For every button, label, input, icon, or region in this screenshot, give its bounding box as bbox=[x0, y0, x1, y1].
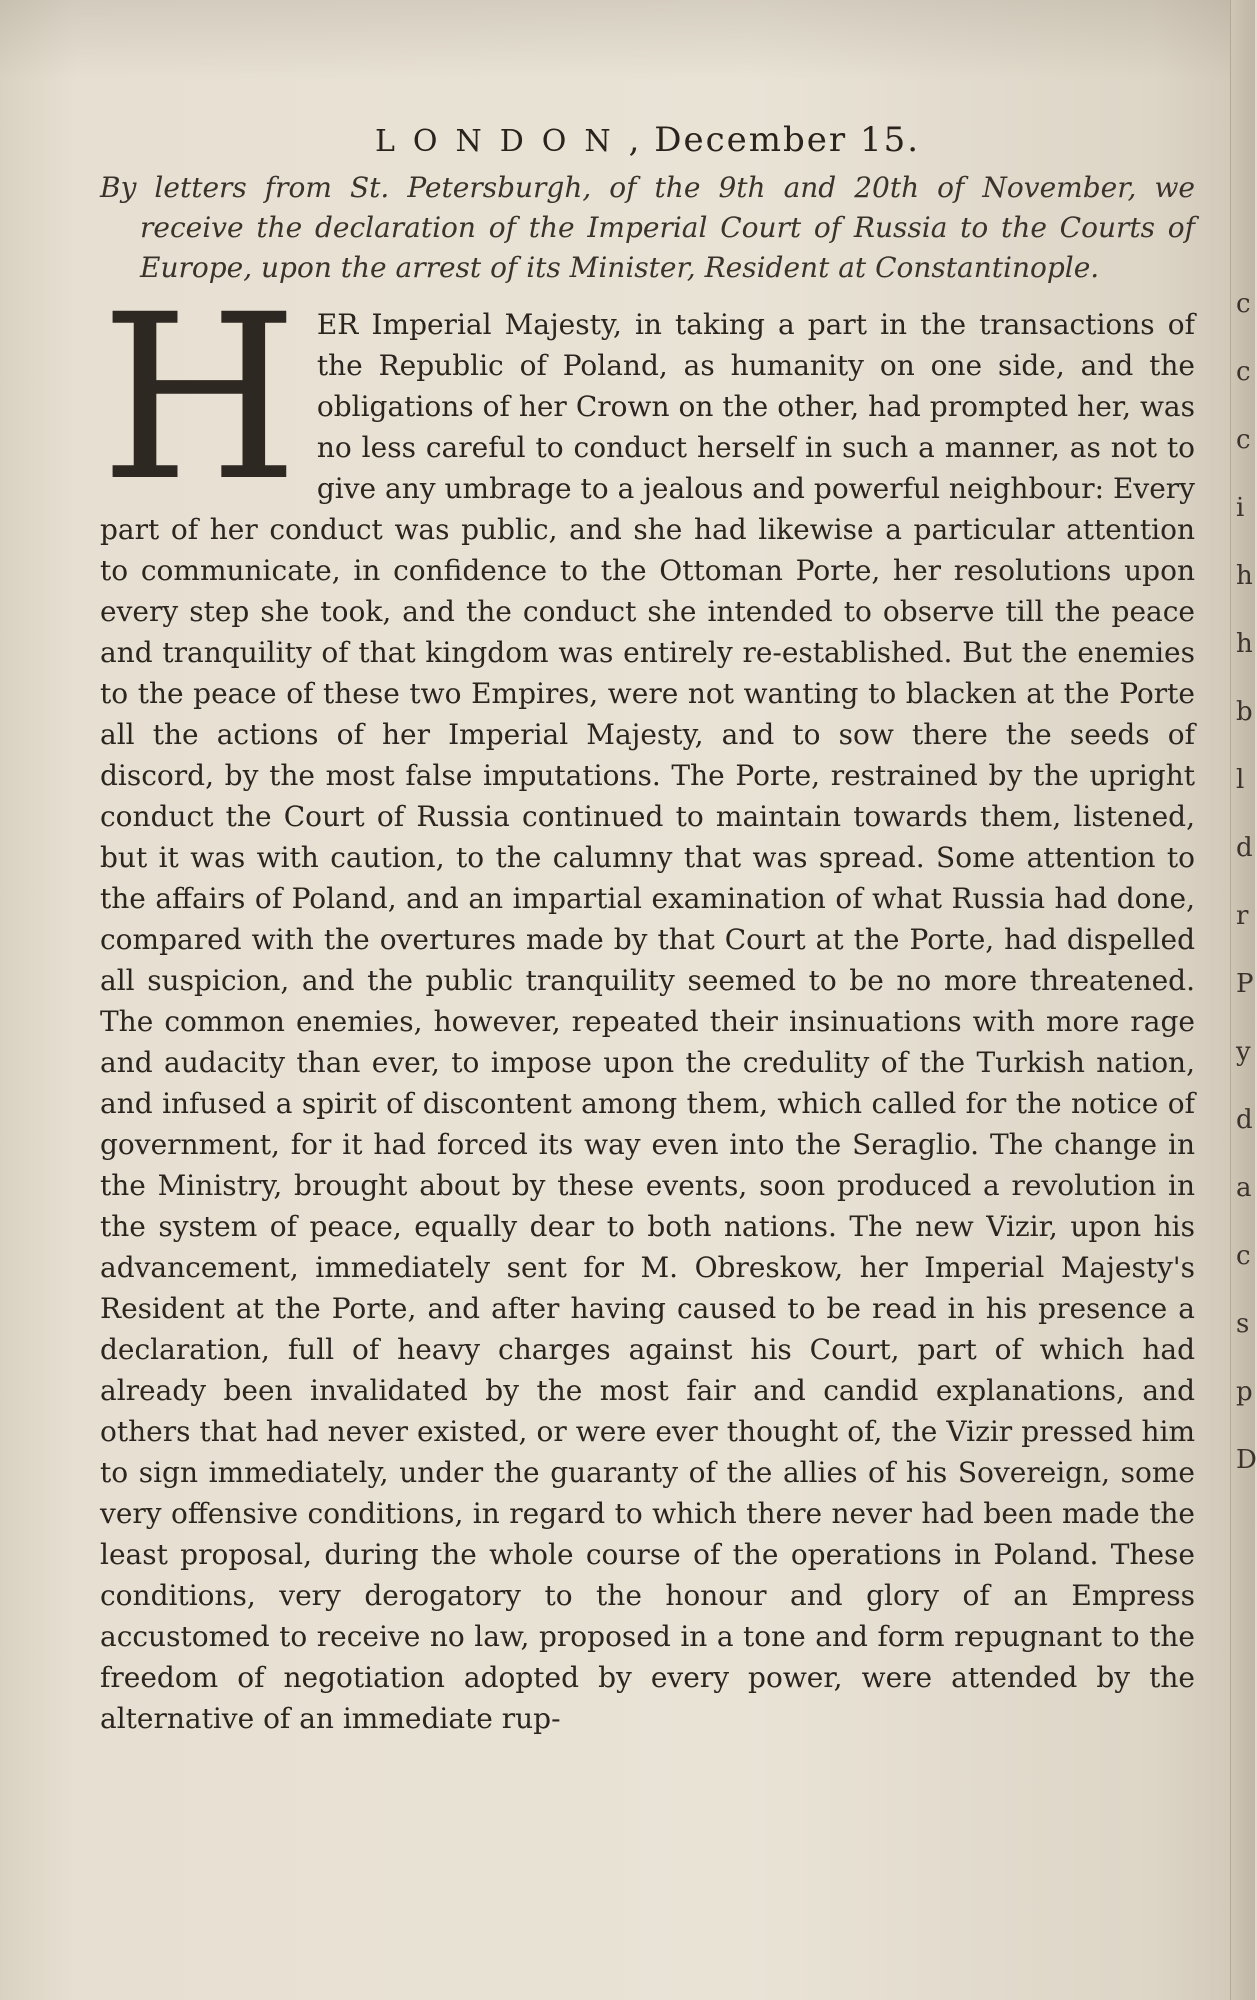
margin-letter: s bbox=[1236, 1309, 1250, 1339]
margin-letter: b bbox=[1236, 697, 1253, 727]
margin-letter: h bbox=[1236, 629, 1253, 659]
show-through-text bbox=[0, 0, 1254, 80]
margin-letter: c bbox=[1236, 357, 1251, 387]
margin-letter: r bbox=[1236, 901, 1249, 931]
margin-letter: d bbox=[1236, 833, 1253, 863]
dateline-date: December 15. bbox=[654, 120, 921, 160]
margin-letter: h bbox=[1236, 561, 1253, 591]
article-column bbox=[100, 120, 1195, 1739]
article-body-text: ER Imperial Majesty, in taking a part in the transactions of the Republic of Poland, as humanity on one side, and the obligations of her Crown on the other, had prompted her, was no less careful to conduct herself in such a manner, as not to give any umbrage to a jealous and powerful neighbour: Every part of her conduct was public, and she had likewise a particular attention to communicate, in confidence to the Ottoman Porte, her resolutions upon every step she took, and the conduct she intended to observe till the peace and tranquility of that kingdom was entirely re-established. But the enemies to the peace of these two Empires, were not wanting to blacken at the Porte all the actions of her Imperial Majesty, and to sow there the seeds of discord, by the most false imputations. The Porte, restrained by the upright conduct the Court of Russia continued to maintain towards them, listened, but it was with caution, to the calumny that was spread. Some attention to the affairs of Poland, and an impartial examination of what Russia had done, compared with the overtures made by that Court at the Porte, had dispelled all suspicion, and the public tranquility seemed to be no more threatened. The common enemies, however, repeated their insinuations with more rage and audacity than ever, to impose upon the credulity of the Turkish nation, and infused a spirit of discontent among them, which called for the notice of government, for it had forced its way even into the Seraglio. The change in the Ministry, brought about by these events, soon produced a revolution in the system of peace, equally dear to both nations. The new Vizir, upon his advancement, immediately sent for M. Obreskow, her Imperial Majesty's Resident at the Porte, and after having caused to be read in his presence a declaration, full of heavy charges against his Court, part of which had already been invalidated by the most fair and candid explanations, and others that had never existed, or were ever thought of, the Vizir pressed him to sign immediately, under the guaranty of the allies of his Sovereign, some very offensive conditions, in regard to which there never had been made the least proposal, during the whole course of the operations in Poland. These conditions, very derogatory to the honour and glory of an Empress accustomed to receive no law, proposed in a tone and form repugnant to the freedom of negotiation adopted by every power, were attended by the alternative of an immediate rup- bbox=[100, 308, 1195, 1735]
margin-letter: a bbox=[1236, 1173, 1252, 1203]
dateline-city: LONDON bbox=[374, 124, 629, 159]
margin-letter: l bbox=[1236, 765, 1245, 795]
margin-letter: D bbox=[1236, 1445, 1257, 1475]
margin-letter: c bbox=[1236, 1241, 1251, 1271]
margin-letter: y bbox=[1236, 1037, 1251, 1067]
margin-letter: p bbox=[1236, 1377, 1253, 1407]
margin-letter: c bbox=[1236, 425, 1251, 455]
drop-cap: H bbox=[100, 265, 299, 531]
article-intro: By letters from St. Petersburgh, of the 9th and 20th of November, we receive the declaration of the Imperial Court of Russia to the Courts of Europe, upon the arrest of its Minister, Resident at Constantinople. bbox=[100, 171, 1195, 284]
margin-letter: i bbox=[1236, 493, 1245, 523]
article-body bbox=[100, 265, 1195, 1739]
margin-letter: P bbox=[1236, 969, 1254, 999]
adjacent-page-letters bbox=[1236, 270, 1257, 1494]
margin-letter: c bbox=[1236, 289, 1251, 319]
margin-letter: d bbox=[1236, 1105, 1253, 1135]
dateline: LONDON, December 15. bbox=[374, 120, 921, 160]
